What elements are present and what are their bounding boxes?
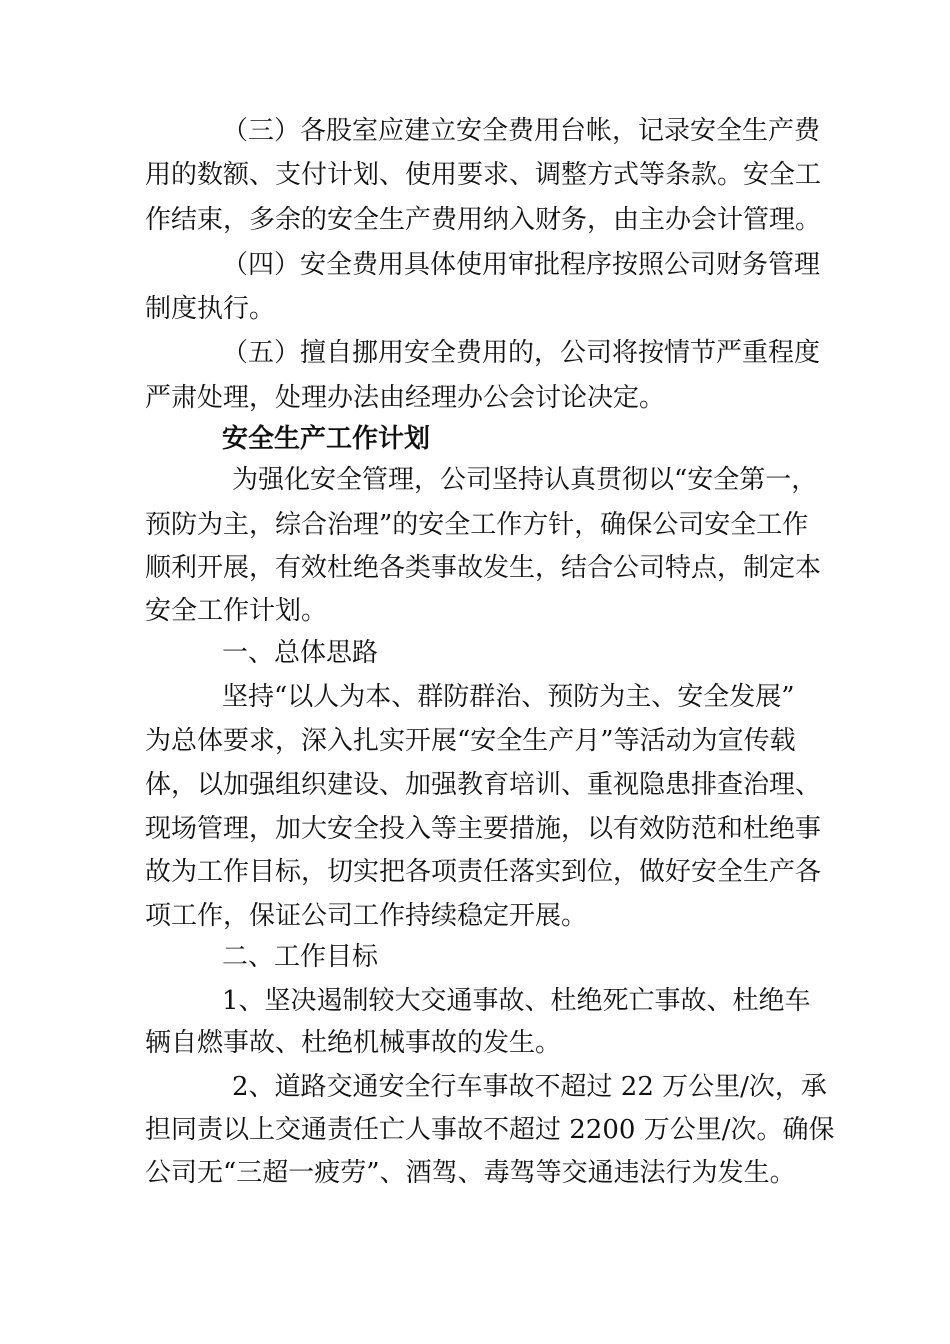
section-title: 安全生产工作计划 bbox=[222, 424, 431, 454]
goal-2-line-3: 公司无“三超一疲劳”、酒驾、毒驾等交通违法行为发生。 bbox=[145, 1158, 796, 1188]
section-1-line-5: 故为工作目标，切实把各项责任落实到位，做好安全生产各 bbox=[145, 857, 822, 887]
paragraph-3-line-2: 用的数额、支付计划、使用要求、调整方式等条款。安全工 bbox=[145, 160, 822, 190]
paragraph-4-line-2: 制度执行。 bbox=[145, 294, 276, 324]
section-1-heading: 一、总体思路 bbox=[222, 638, 379, 668]
intro-line-2: 预防为主，综合治理”的安全工作方针，确保公司安全工作 bbox=[145, 510, 809, 540]
paragraph-3-line-3: 作结束，多余的安全生产费用纳入财务，由主办会计管理。 bbox=[145, 205, 822, 235]
paragraph-4-line-1: （四）安全费用具体使用审批程序按照公司财务管理 bbox=[222, 250, 821, 280]
paragraph-3-line-1: （三）各股室应建立安全费用台帐，记录安全生产费 bbox=[222, 116, 821, 146]
goal-1-line-2: 辆自燃事故、杜绝机械事故的发生。 bbox=[145, 1028, 562, 1058]
goal-2-line-2: 担同责以上交通责任亡人事故不超过 2200 万公里/次。确保 bbox=[145, 1115, 835, 1145]
intro-line-4: 安全工作计划。 bbox=[145, 596, 328, 626]
section-1-line-2: 为总体要求，深入扎实开展“安全生产月”等活动为宣传载 bbox=[145, 726, 796, 756]
section-1-line-4: 现场管理，加大安全投入等主要措施，以有效防范和杜绝事 bbox=[145, 814, 822, 844]
goal-2-line-1: 2、道路交通安全行车事故不超过 22 万公里/次，承 bbox=[232, 1072, 827, 1102]
intro-line-3: 顺利开展，有效杜绝各类事故发生，结合公司特点，制定本 bbox=[145, 553, 822, 583]
section-2-heading: 二、工作目标 bbox=[222, 942, 379, 972]
paragraph-5-line-2: 严肃处理，处理办法由经理办公会讨论决定。 bbox=[145, 383, 666, 413]
section-1-line-3: 体，以加强组织建设、加强教育培训、重视隐患排查治理、 bbox=[145, 770, 822, 800]
goal-1-line-1: 1、坚决遏制较大交通事故、杜绝死亡事故、杜绝车 bbox=[222, 986, 811, 1016]
paragraph-5-line-1: （五）擅自挪用安全费用的，公司将按情节严重程度 bbox=[222, 338, 821, 368]
intro-line-1: 为强化安全管理，公司坚持认真贯彻以“安全第一， bbox=[232, 465, 818, 495]
section-1-line-6: 项工作，保证公司工作持续稳定开展。 bbox=[145, 901, 588, 931]
section-1-line-1: 坚持“以人为本、群防群治、预防为主、安全发展” bbox=[222, 682, 795, 712]
